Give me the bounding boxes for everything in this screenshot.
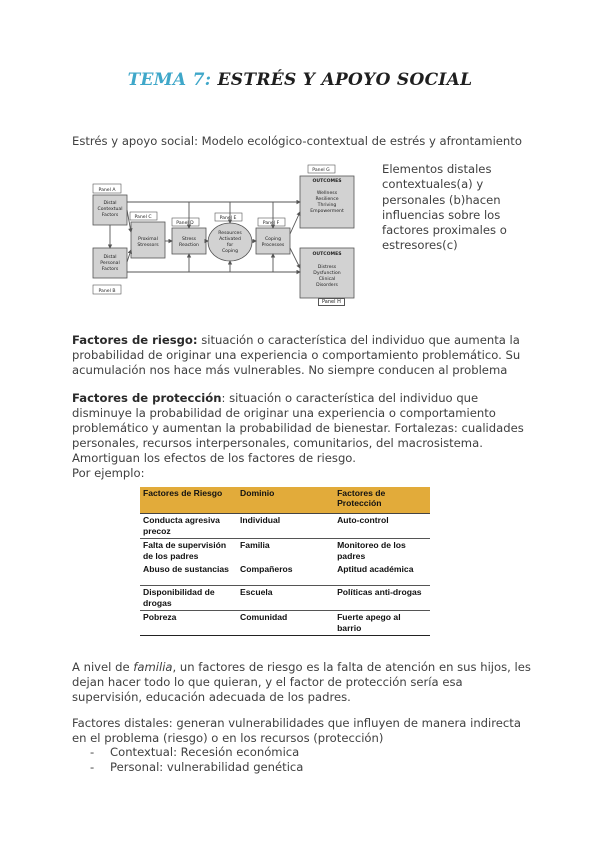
stress-line1: Stress <box>181 237 197 242</box>
distal-personal-line3: Factors <box>101 267 119 272</box>
outcomes-bottom-line3: Clinical <box>318 277 336 282</box>
outcomes-bottom-line1: Distress <box>317 265 337 270</box>
familia-post: , un factores de riesgo es la falta de atención en sus hijos, les dejan hacer todo lo que quieran, y el factor de protección sería esa supervisión, educación adecuada de los padres. <box>72 660 531 704</box>
ejemplo-label: Por ejemplo: <box>72 466 145 480</box>
list-item: - Contextual: Recesión económica <box>90 745 303 760</box>
panel-h-tag: Panel H <box>318 298 345 306</box>
risk-protection-table <box>140 487 430 636</box>
proximal-line2: Stressors <box>137 243 159 248</box>
outcomes-top-line2: Resilience <box>315 197 339 202</box>
table-cell: Monitoreo de los padres <box>337 540 406 561</box>
proximal-line1: Proximal <box>138 237 158 242</box>
outcomes-top-line1: Wellness <box>316 191 338 196</box>
familia-em: familia <box>133 660 173 674</box>
panel-b-label: Panel B <box>98 289 116 294</box>
resources-line2: Activated <box>219 237 241 242</box>
table-cell: Falta de supervisión de los padres <box>143 540 227 561</box>
distal-personal-line2: Personal <box>100 261 120 266</box>
outcomes-bottom-line2: Dysfunction <box>313 271 341 276</box>
stress-line2: Reaction <box>179 243 199 248</box>
resources-line1: Resources <box>218 231 242 236</box>
resources-line3: for <box>226 243 234 248</box>
distales-paragraph: Factores distales: generan vulnerabilidades que influyen de manera indirecta en el problema (riesgo) o en los recursos (protección) <box>72 716 521 745</box>
familia-paragraph <box>72 660 534 705</box>
coping-line2: Processes <box>261 243 285 248</box>
coping-line1: Coping <box>264 237 282 242</box>
panel-c-label: Panel C <box>134 215 152 220</box>
table-cell: Escuela <box>237 586 334 611</box>
panel-e-label: Panel E <box>219 216 237 221</box>
table-cell: Fuerte apego al barrio <box>334 611 430 636</box>
table-cell: Conducta agresiva precoz <box>140 514 237 539</box>
subtitle: Estrés y apoyo social: Modelo ecológico-contextual de estrés y afrontamiento <box>72 134 522 148</box>
outcomes-top-label: OUTCOMES <box>312 179 342 184</box>
table-cell: Auto-control <box>334 514 430 539</box>
table-header-dominio: Dominio <box>237 487 334 514</box>
distal-personal-line1: Distal <box>103 255 117 260</box>
riesgo-term: Factores de riesgo: <box>72 333 198 347</box>
table-cell: Aptitud académica <box>334 563 430 586</box>
panel-f-label: Panel F <box>262 221 280 226</box>
distal-contextual-line1: Distal <box>103 201 117 206</box>
familia-pre: A nivel de <box>72 660 134 674</box>
panel-a-label: Panel A <box>98 188 116 193</box>
table-header-riesgo: Factores de Riesgo <box>140 487 237 514</box>
page-title <box>0 70 600 90</box>
outcomes-top-line4: Empowerment <box>310 209 344 214</box>
table-cell: Disponibilidad de drogas <box>140 586 237 611</box>
table-cell: Abuso de sustancias <box>140 563 237 586</box>
outcomes-bottom-line4: Disorders <box>316 283 338 288</box>
outcomes-top-line3: Thriving <box>317 203 337 208</box>
table-row <box>140 563 430 586</box>
proteccion-text: : situación o característica del individuo que disminuye la probabilidad de originar una experiencia o comportamiento problemático y aumentan la probabilidad de bienestar. Fortalezas: cualidades personales, recursos interpersonales, comunitarios, del macrosistema. Amortiguan los efectos de los factores de riesgo. <box>72 391 524 465</box>
table-cell: Compañeros <box>237 563 334 586</box>
title-tema: TEMA 7: <box>127 70 212 90</box>
table-row <box>140 514 430 539</box>
list-item: - Personal: vulnerabilidad genética <box>90 760 303 775</box>
table-row <box>140 539 430 564</box>
table-cell: Individual <box>237 514 334 539</box>
table-cell: Políticas anti-drogas <box>334 586 430 611</box>
table-cell: Comunidad <box>237 611 334 636</box>
table-cell: Familia <box>240 540 270 550</box>
panel-d-label: Panel D <box>176 221 194 226</box>
riesgo-paragraph <box>72 333 534 378</box>
distales-list <box>90 745 303 775</box>
resources-ellipse <box>208 223 252 261</box>
proteccion-term: Factores de protección <box>72 391 222 405</box>
riesgo-text: situación o característica del individuo que aumenta la probabilidad de originar una experiencia o comportamiento problemático. Su acumulación nos hace más vulnerables. No siempre conducen al problema <box>72 333 521 377</box>
ecological-model-diagram <box>90 162 372 300</box>
table-cell: Pobreza <box>140 611 237 636</box>
distal-contextual-line2: Contextual <box>97 207 123 212</box>
diagram-side-note: Elementos distales contextuales(a) y personales (b)hacen influencias sobre los factores proximales o estresores(c) <box>382 162 507 253</box>
table-row <box>140 611 430 636</box>
distal-contextual-line3: Factors <box>101 213 119 218</box>
table-row <box>140 586 430 611</box>
table-header-proteccion: Factores de Protección <box>334 487 430 514</box>
proteccion-paragraph <box>72 391 534 481</box>
outcomes-bottom-label: OUTCOMES <box>312 252 342 257</box>
panel-g-label: Panel G <box>312 168 330 173</box>
resources-line4: Coping <box>221 249 239 254</box>
title-topic: ESTRÉS Y APOYO SOCIAL <box>211 70 473 90</box>
